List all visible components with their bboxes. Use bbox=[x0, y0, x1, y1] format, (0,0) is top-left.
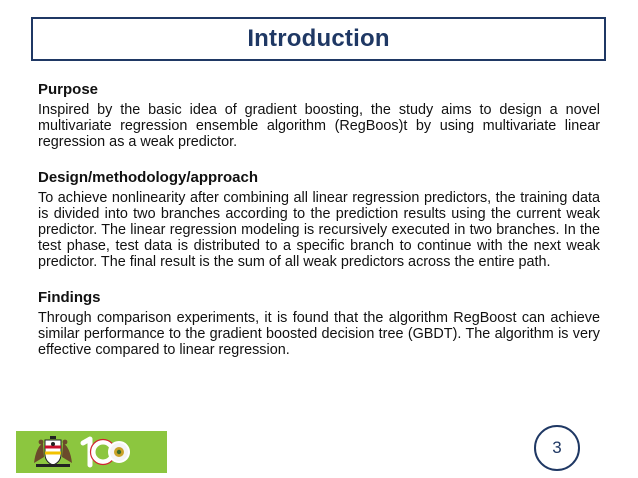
slide-content bbox=[38, 80, 600, 376]
section-purpose bbox=[38, 80, 600, 150]
section-heading: Design/methodology/approach bbox=[38, 169, 259, 186]
section-text: To achieve nonlinearity after combining all linear regression predictors, the training data is divided into two branches according to the prediction results using the current weak predictor. The linear regression modeling is recursively executed in two branches. In the test phase, test data is distributed to a specific branch to continue with the next weak predictor. The final result is the sum of all weak predictors across the entire path. bbox=[38, 190, 600, 270]
slide-title: Introduction bbox=[247, 25, 390, 52]
university-crest-icon bbox=[30, 435, 76, 469]
centenary-100-logo-icon bbox=[78, 435, 130, 469]
section-heading: Purpose bbox=[38, 81, 99, 98]
logo-strip bbox=[16, 431, 167, 473]
section-design-methodology bbox=[38, 168, 600, 270]
section-text: Through comparison experiments, it is found that the algorithm RegBoost can achieve similar performance to the gradient boosted decision tree (GBDT). The algorithm is very effective compared to linear regression. bbox=[38, 310, 600, 358]
page-number: 3 bbox=[552, 438, 562, 457]
section-findings bbox=[38, 288, 600, 358]
section-heading: Findings bbox=[38, 289, 101, 306]
section-text: Inspired by the basic idea of gradient boosting, the study aims to design a novel multivariate regression ensemble algorithm (RegBoos)t by using multivariate linear regression as a weak predictor. bbox=[38, 102, 600, 150]
slide-title-box bbox=[31, 17, 606, 61]
page-number-badge bbox=[534, 425, 580, 471]
